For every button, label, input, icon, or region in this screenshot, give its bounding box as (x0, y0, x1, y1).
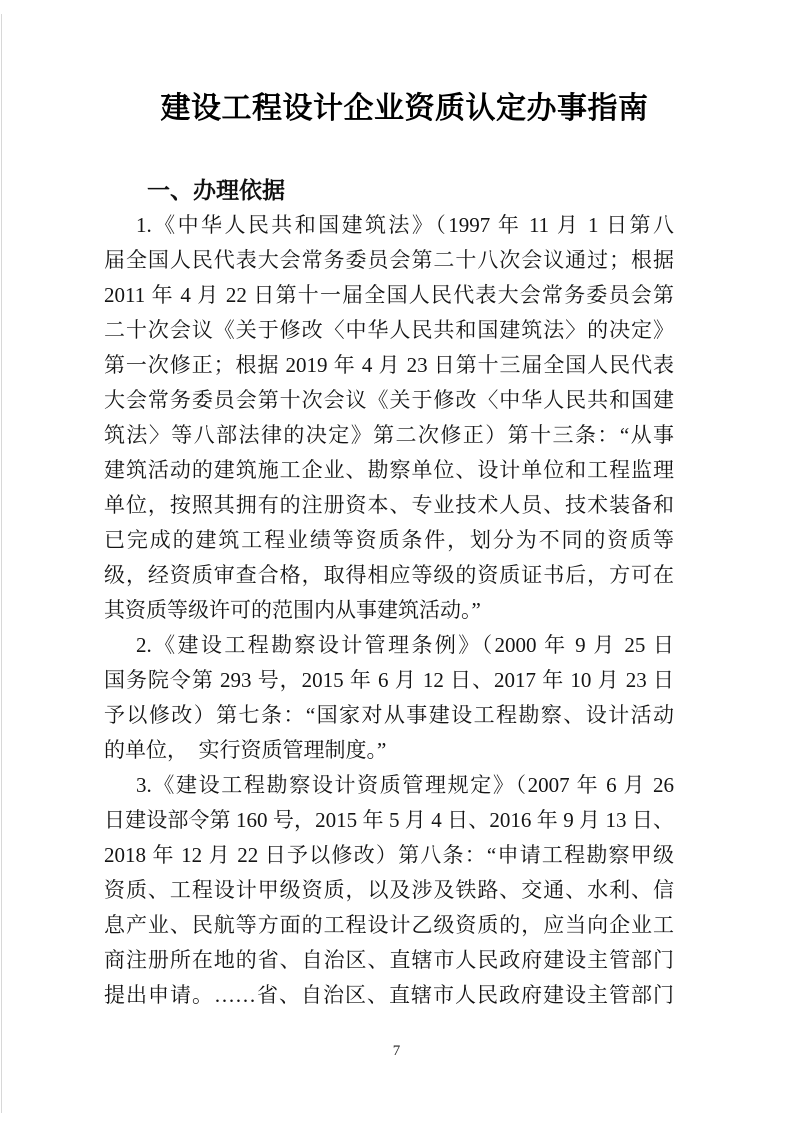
text-line: 商注册所在地的省、自治区、直辖市人民政府建设主管部门 (104, 948, 674, 972)
paragraph-construction-law (104, 208, 674, 628)
text-line: 3.《建设工程勘察设计资质管理规定》（2007 年 6 月 26 (136, 773, 674, 797)
page-footer (0, 1043, 793, 1059)
text-line: 1.《中华人民共和国建筑法》（1997 年 11 月 1 日第八 (136, 213, 674, 237)
text-line: 其资质等级许可的范围内从事建筑活动。” (104, 598, 481, 622)
text-line: 2018 年 12 月 22 日予以修改）第八条：“申请工程勘察甲级 (104, 843, 674, 867)
text-line: 2011 年 4 月 22 日第十一届全国人民代表大会常务委员会第 (104, 283, 674, 307)
text-line: 2.《建设工程勘察设计管理条例》（2000 年 9 月 25 日 (136, 633, 674, 657)
text-line: 已完成的建筑工程业绩等资质条件，划分为不同的资质等 (104, 528, 674, 552)
text-line: 国务院令第 293 号，2015 年 6 月 12 日、2017 年 10 月 23 日 (104, 668, 674, 692)
text-line: 级，经资质审查合格，取得相应等级的资质证书后，方可在 (104, 563, 674, 587)
document-title: 建设工程设计企业资质认定办事指南 (160, 92, 649, 125)
text-line: 第一次修正；根据 2019 年 4 月 23 日第十三届全国人民代表 (104, 353, 674, 377)
page-number: 7 (392, 1043, 401, 1059)
text-line: 单位，按照其拥有的注册资本、专业技术人员、技术装备和 (104, 493, 674, 517)
paragraph-survey-design-regulation (104, 628, 674, 768)
text-line: 息产业、民航等方面的工程设计乙级资质的，应当向企业工 (104, 913, 674, 937)
text-line: 予以修改）第七条：“国家对从事建设工程勘察、设计活动 (104, 703, 674, 727)
text-line: 资质、工程设计甲级资质，以及涉及铁路、交通、水利、信 (104, 878, 674, 902)
text-line: 筑法〉等八部法律的决定》第二次修正）第十三条：“从事 (104, 423, 674, 447)
text-line: 提出申请。……省、自治区、直辖市人民政府建设主管部门 (104, 983, 674, 1007)
text-line: 建筑活动的建筑施工企业、勘察单位、设计单位和工程监理 (104, 458, 674, 482)
text-line: 的单位， 实行资质管理制度。” (104, 738, 387, 762)
text-line: 届全国人民代表大会常务委员会第二十八次会议通过；根据 (104, 248, 674, 272)
section-heading-basis: 一、办理依据 (147, 177, 285, 203)
paragraph-qualification-management-rule (104, 768, 674, 1013)
document-body (104, 172, 674, 1013)
page-edge-line (1, 14, 2, 1113)
text-line: 日建设部令第 160 号，2015 年 5 月 4 日、2016 年 9 月 13 日、 (104, 808, 674, 832)
text-line: 二十次会议《关于修改〈中华人民共和国建筑法〉的决定》 (104, 318, 674, 342)
text-line: 大会常务委员会第十次会议《关于修改〈中华人民共和国建 (104, 388, 674, 412)
